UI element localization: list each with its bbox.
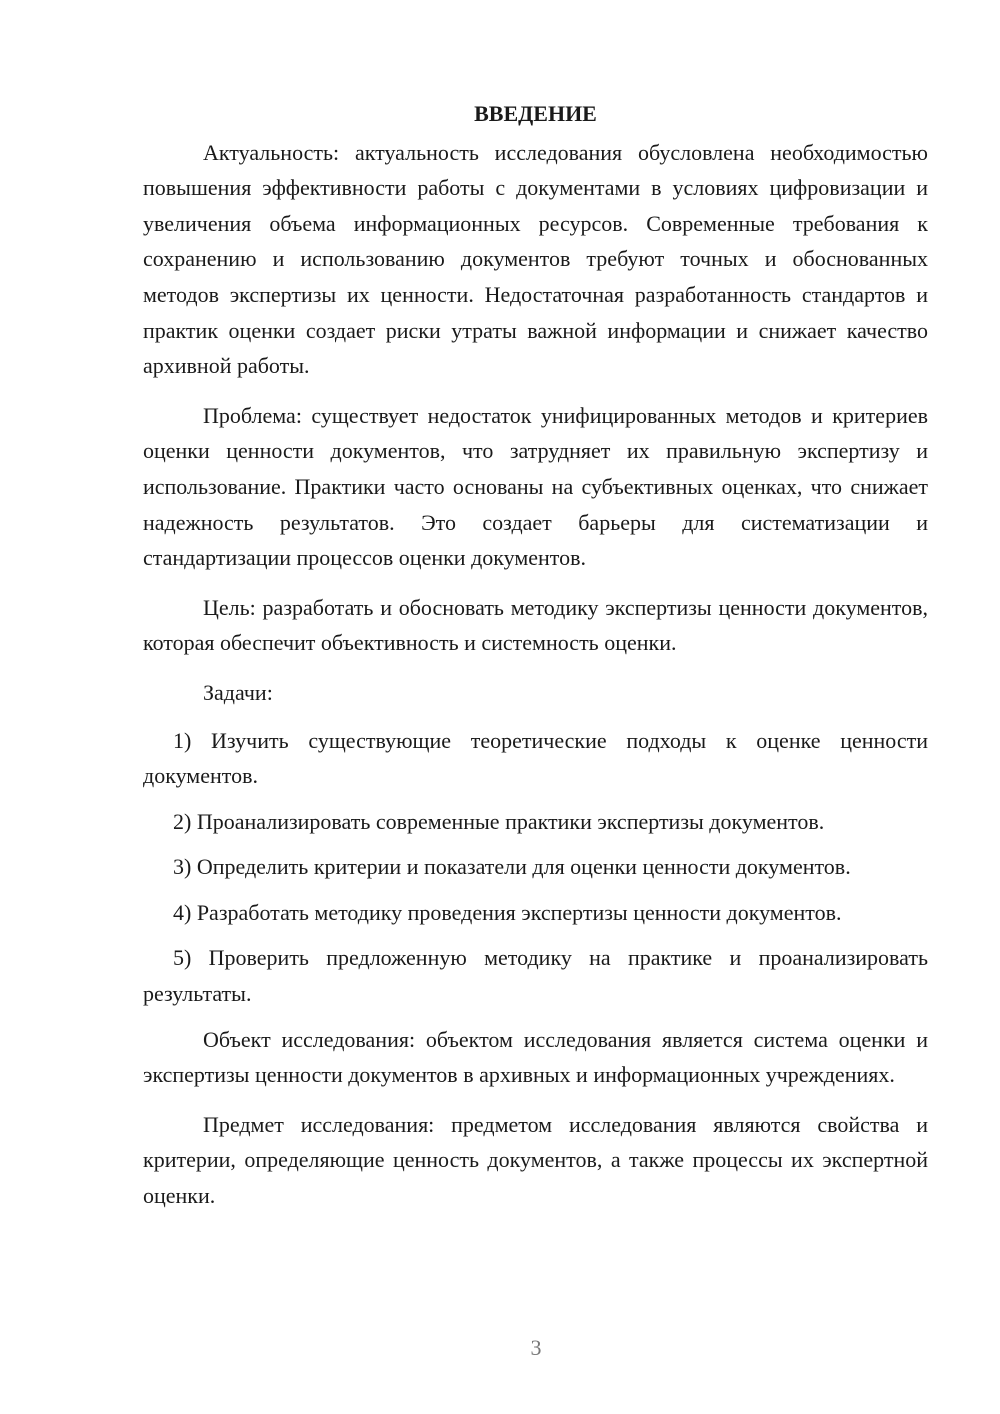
page-content [143, 96, 928, 1228]
task-item-5: 5) Проверить предложенную методику на практике и проанализировать результаты. [143, 945, 928, 1007]
task-item-3: 3) Определить критерии и показатели для оценки ценности документов. [173, 854, 851, 880]
page-number: 3 [530, 1335, 542, 1360]
paragraph-problem: Проблема: существует недостаток унифицированных методов и критериев оценки ценности документов, что затрудняет их правильную экспертизу и использование. Практики часто основаны на субъективных оценках, что снижает надежность результатов. Это создает барьеры для систематизации и стандартизации процессов оценки документов. [143, 402, 928, 571]
paragraph-object: Объект исследования: объектом исследования является система оценки и экспертизы ценности документов в архивных и информационных учреждениях. [143, 1026, 928, 1088]
task-item-4: 4) Разработать методику проведения экспертизы ценности документов. [173, 899, 842, 925]
tasks-heading: Задачи: [203, 679, 273, 705]
task-item-2: 2) Проанализировать современные практики экспертизы документов. [173, 808, 825, 834]
paragraph-subject: Предмет исследования: предметом исследования являются свойства и критерии, определяющие ценность документов, а также процессы их экспертной оценки. [143, 1111, 928, 1209]
paragraph-goal: Цель: разработать и обосновать методику экспертизы ценности документов, которая обеспечит объективность и системность оценки. [143, 594, 928, 656]
page-title: ВВЕДЕНИЕ [474, 101, 597, 126]
task-item-1: 1) Изучить существующие теоретические подходы к оценке ценности документов. [143, 727, 928, 789]
paragraph-relevance: Актуальность: актуальность исследования обусловлена необходимостью повышения эффективности работы с документами в условиях цифровизации и увеличения объема информационных ресурсов. Современные требования к сохранению и использованию документов требуют точных и обоснованных методов экспертизы их ценности. Недостаточная разработанность стандартов и практик оценки создает риски утраты важной информации и снижает качество архивной работы. [143, 139, 928, 379]
